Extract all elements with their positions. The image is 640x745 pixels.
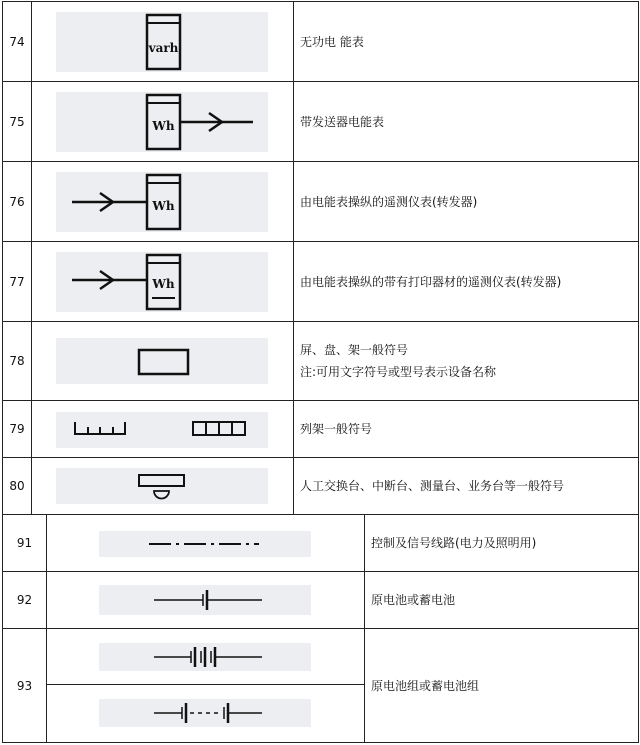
table-row <box>3 82 639 162</box>
symbol-table-lower <box>2 514 639 743</box>
row-number: 77 <box>3 242 32 322</box>
symbol-cell <box>32 162 294 242</box>
control-line-symbol <box>99 531 311 557</box>
description-cell <box>294 458 639 515</box>
meter-label: Wh <box>152 119 175 133</box>
symbol-cell <box>32 82 294 162</box>
symbol-cell <box>32 2 294 82</box>
symbol-cell <box>47 629 365 685</box>
table-row <box>3 401 639 458</box>
description-text: 由电能表操纵的带有打印器材的遥测仪表(转发器) <box>300 274 562 289</box>
meter-label: Wh <box>152 199 175 213</box>
symbol-cell <box>32 458 294 515</box>
rack-row-symbol <box>56 412 268 448</box>
description-cell <box>294 2 639 82</box>
table-row <box>3 515 639 572</box>
symbol-cell <box>32 401 294 458</box>
meter-telemeter-printer-symbol <box>56 252 268 312</box>
meter-label: Wh <box>152 277 175 291</box>
row-number: 92 <box>3 572 47 629</box>
description-text: 由电能表操纵的遥测仪表(转发器) <box>300 194 478 209</box>
table-row <box>3 629 639 685</box>
symbol-cell <box>32 322 294 401</box>
symbol-cell <box>47 515 365 572</box>
table-row <box>3 322 639 401</box>
row-number: 74 <box>3 2 32 82</box>
description-text: 控制及信号线路(电力及照明用) <box>371 536 537 550</box>
symbol-cell <box>47 685 365 743</box>
table-row <box>3 572 639 629</box>
table-row <box>3 162 639 242</box>
symbol-cell <box>47 572 365 629</box>
description-cell <box>294 242 639 322</box>
table-row <box>3 242 639 322</box>
row-number: 78 <box>3 322 32 401</box>
description-cell <box>294 162 639 242</box>
meter-label: varh <box>148 41 179 55</box>
description-cell <box>365 629 639 743</box>
description-text: 带发送器电能表 <box>300 114 385 129</box>
row-number: 76 <box>3 162 32 242</box>
description-text: 原电池或蓄电池 <box>371 593 456 607</box>
description-note: 注:可用文字符号或型号表示设备名称 <box>300 365 497 379</box>
symbol-cell <box>32 242 294 322</box>
battery-group-symbol <box>99 643 311 671</box>
reactive-meter-symbol <box>56 12 268 72</box>
row-number: 79 <box>3 401 32 458</box>
row-number: 91 <box>3 515 47 572</box>
table-row <box>3 458 639 515</box>
panel-symbol <box>56 338 268 384</box>
description-cell <box>365 515 639 572</box>
switchboard-symbol <box>56 468 268 504</box>
description-text: 原电池组或蓄电池组 <box>371 678 480 693</box>
row-number: 93 <box>3 629 47 743</box>
description-cell <box>294 322 639 401</box>
row-number: 80 <box>3 458 32 515</box>
meter-with-transmitter-symbol <box>56 92 268 152</box>
description-cell <box>365 572 639 629</box>
description-cell <box>294 82 639 162</box>
description-text: 人工交换台、中断台、测量台、业务台等一般符号 <box>300 479 565 493</box>
row-number: 75 <box>3 82 32 162</box>
description-text: 屏、盘、架一般符号 <box>300 343 409 357</box>
meter-telemeter-symbol <box>56 172 268 232</box>
description-text: 无功电 能表 <box>300 34 364 49</box>
battery-group-alt-symbol <box>99 699 311 727</box>
description-cell <box>294 401 639 458</box>
symbol-table-upper <box>2 1 639 515</box>
battery-symbol <box>99 585 311 615</box>
table-row <box>3 2 639 82</box>
description-text: 列架一般符号 <box>300 422 373 436</box>
